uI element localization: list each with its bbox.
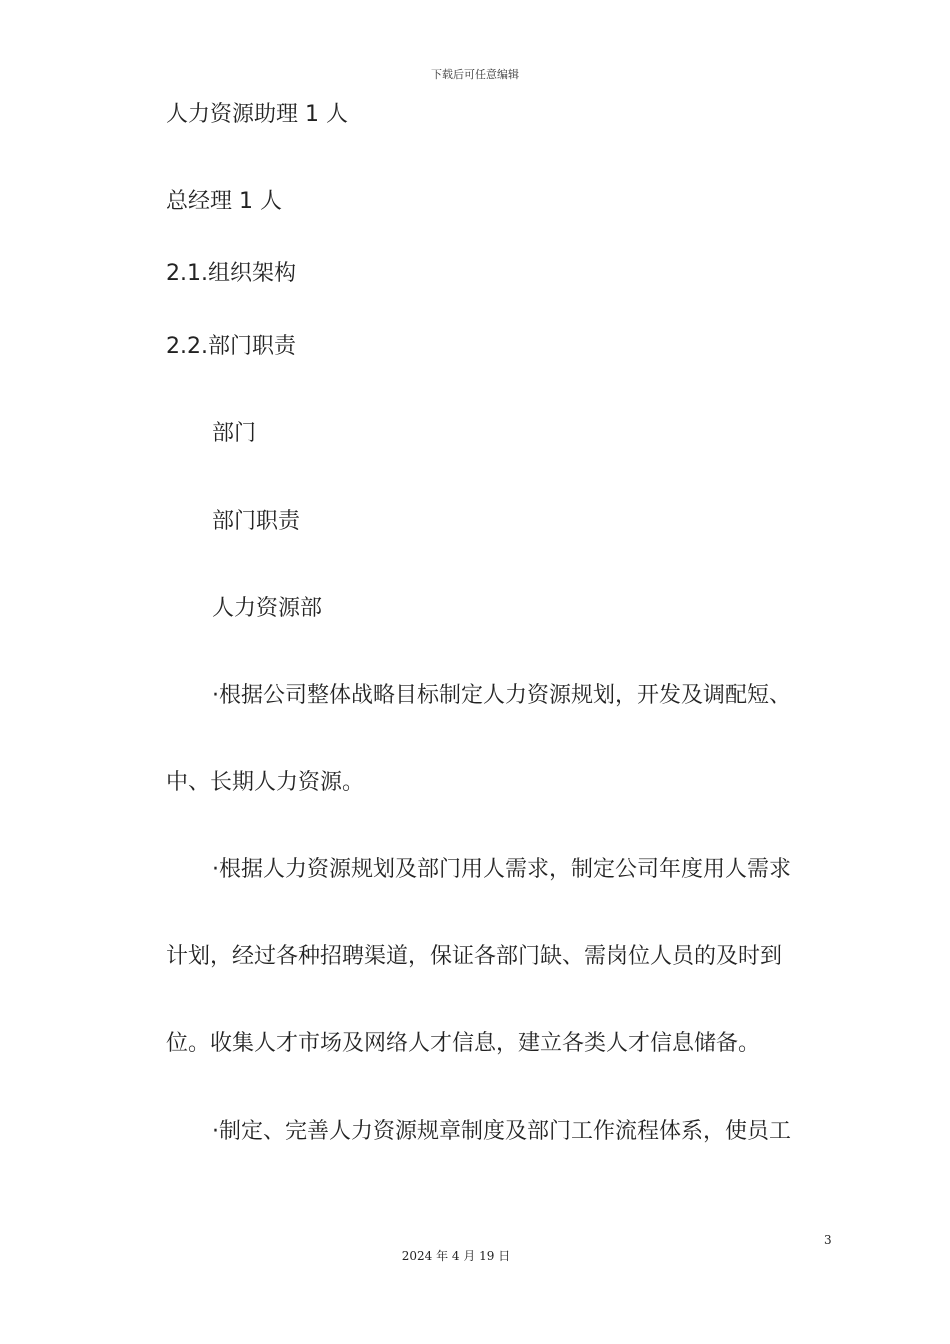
text-line-hr-assistant: 人力资源助理 1 人 xyxy=(166,102,348,127)
page-number: 3 xyxy=(824,1233,832,1247)
paragraph-line: ·根据公司整体战略目标制定人力资源规划，开发及调配短、 xyxy=(212,683,791,708)
section-heading-org-structure: 2.1.组织架构 xyxy=(166,261,296,286)
text-line-hr-department: 人力资源部 xyxy=(212,596,323,621)
paragraph-line: 计划，经过各种招聘渠道，保证各部门缺、需岗位人员的及时到 xyxy=(166,944,783,969)
text-line-department-duties: 部门职责 xyxy=(212,509,301,534)
text-line-department: 部门 xyxy=(212,421,257,446)
page-header: 下载后可任意编辑 xyxy=(431,68,519,81)
text-line-general-manager: 总经理 1 人 xyxy=(166,189,282,214)
paragraph-line: ·根据人力资源规划及部门用人需求，制定公司年度用人需求 xyxy=(212,857,791,882)
paragraph-line: ·制定、完善人力资源规章制度及部门工作流程体系，使员工 xyxy=(212,1119,791,1144)
paragraph-line: 中、长期人力资源。 xyxy=(166,770,365,795)
page-footer-date: 2024 年 4 月 19 日 xyxy=(401,1249,511,1263)
section-heading-dept-duties: 2.2.部门职责 xyxy=(166,334,296,359)
paragraph-line: 位。收集人才市场及网络人才信息，建立各类人才信息储备。 xyxy=(166,1031,761,1056)
